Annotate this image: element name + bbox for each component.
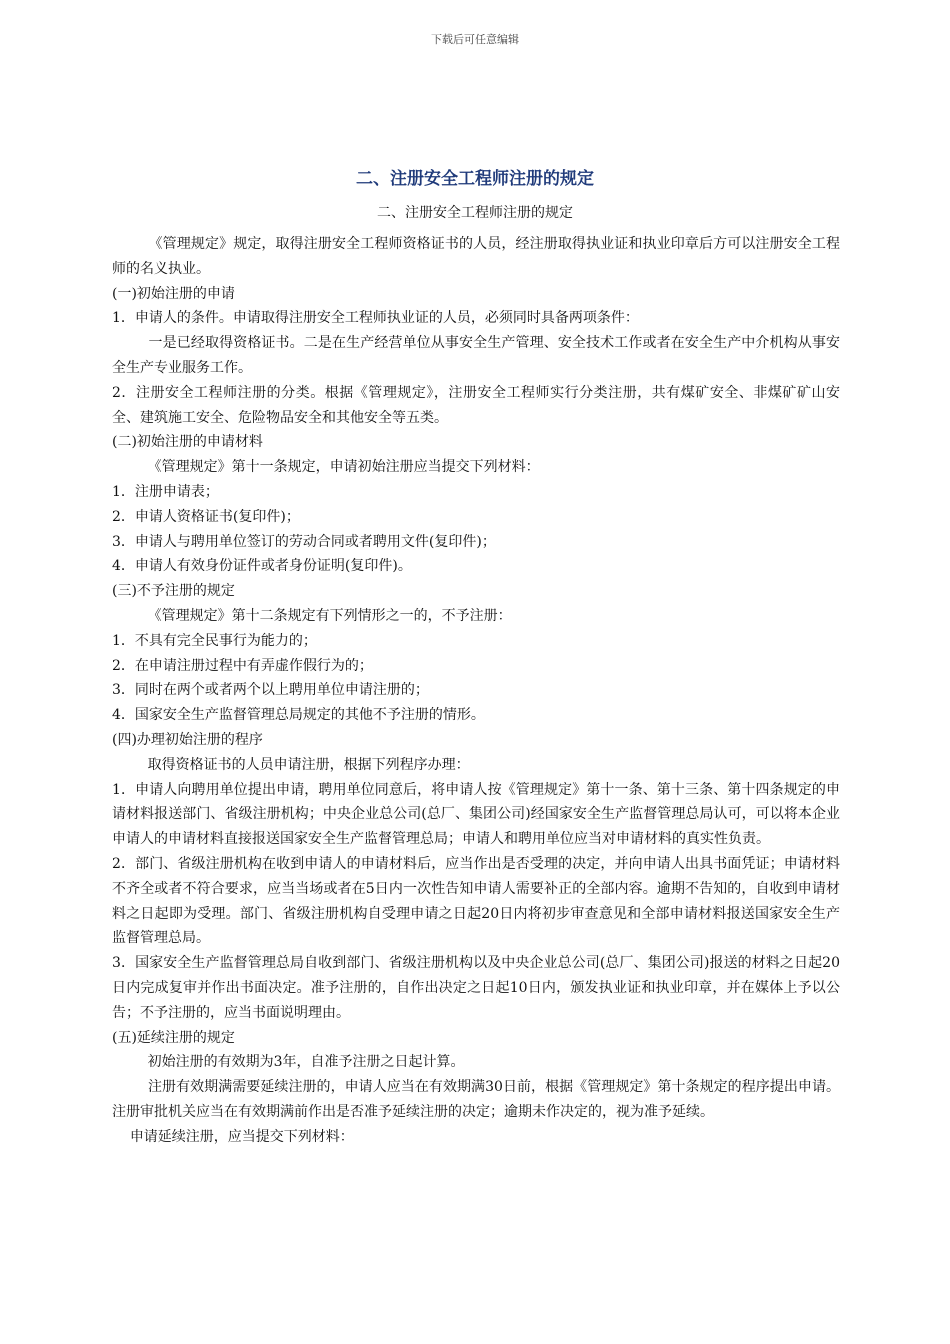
paragraph: 一是已经取得资格证书。二是在生产经营单位从事安全生产管理、安全技术工作或者在安全生产中介机构从事安全生产专业服务工作。	[112, 335, 840, 376]
section-heading: (四)办理初始注册的程序	[112, 731, 263, 748]
section-heading: (二)初始注册的申请材料	[112, 434, 263, 451]
paragraph: 申请延续注册，应当提交下列材料：	[112, 1128, 354, 1145]
paragraph: 《管理规定》第十二条规定有下列情形之一的，不予注册：	[112, 607, 512, 624]
paragraph: 2．注册安全工程师注册的分类。根据《管理规定》，注册安全工程师实行分类注册，共有煤矿安全、非煤矿矿山安全、建筑施工安全、危险物品安全和其他安全等五类。	[112, 384, 840, 426]
list-item: 2．部门、省级注册机构在收到申请人的申请材料后，应当作出是否受理的决定，并向申请人出具书面凭证；申请材料不齐全或者不符合要求，应当当场或者在5日内一次性告知申请人需要补正的全部内容。逾期不告知的，自收到申请材料之日起即为受理。部门、省级注册机构自受理申请之日起20日内将初步审查意见和全部申请材料报送国家安全生产监督管理总局。	[112, 855, 840, 947]
paragraph: 1．申请人的条件。申请取得注册安全工程师执业证的人员，必须同时具备两项条件：	[112, 310, 639, 327]
list-item: 1．注册申请表；	[112, 483, 219, 500]
list-item: 1．不具有完全民事行为能力的；	[112, 632, 317, 649]
list-item: 4．申请人有效身份证件或者身份证明(复印件)。	[112, 558, 412, 575]
paragraph: 《管理规定》第十一条规定，申请初始注册应当提交下列材料：	[112, 459, 540, 476]
paragraph: 取得资格证书的人员申请注册，根据下列程序办理：	[112, 756, 470, 773]
list-item: 3．同时在两个或者两个以上聘用单位申请注册的；	[112, 682, 429, 699]
list-item: 1．申请人向聘用单位提出申请，聘用单位同意后，将申请人按《管理规定》第十一条、第十三条、第十四条规定的申请材料报送部门、省级注册机构；中央企业总公司(总厂、集团公司)经国家安全生产监督管理总局认可，可以将本企业申请人的申请材料直接报送国家安全生产监督管理总局；申请人和聘用单位应当对申请材料的真实性负责。	[112, 781, 840, 848]
section-heading: (五)延续注册的规定	[112, 1029, 235, 1046]
page-header: 下载后可任意编辑	[431, 33, 519, 46]
paragraph: 《管理规定》规定，取得注册安全工程师资格证书的人员，经注册取得执业证和执业印章后方可以注册安全工程师的名义执业。	[112, 236, 840, 277]
list-item: 2．在申请注册过程中有弄虚作假行为的；	[112, 657, 373, 674]
document-subtitle: 二、注册安全工程师注册的规定	[377, 205, 573, 221]
document-title: 二、注册安全工程师注册的规定	[356, 169, 594, 189]
list-item: 2．申请人资格证书(复印件)；	[112, 508, 300, 525]
section-heading: (三)不予注册的规定	[112, 583, 235, 600]
section-heading: (一)初始注册的申请	[112, 285, 235, 302]
document-body	[112, 232, 840, 1149]
paragraph: 初始注册的有效期为3年，自准予注册之日起计算。	[112, 1054, 465, 1071]
paragraph: 注册有效期满需要延续注册的，申请人应当在有效期满30日前，根据《管理规定》第十条规定的程序提出申请。注册审批机关应当在有效期满前作出是否准予延续注册的决定；逾期未作决定的，视为准予延续。	[112, 1079, 841, 1120]
list-item: 4．国家安全生产监督管理总局规定的其他不予注册的情形。	[112, 707, 485, 724]
list-item: 3．国家安全生产监督管理总局自收到部门、省级注册机构以及中央企业总公司(总厂、集团公司)报送的材料之日起20日内完成复审并作出书面决定。准予注册的，自作出决定之日起10日内，颁发执业证和执业印章，并在媒体上予以公告；不予注册的，应当书面说明理由。	[112, 955, 840, 1021]
list-item: 3．申请人与聘用单位签订的劳动合同或者聘用文件(复印件)；	[112, 533, 496, 550]
